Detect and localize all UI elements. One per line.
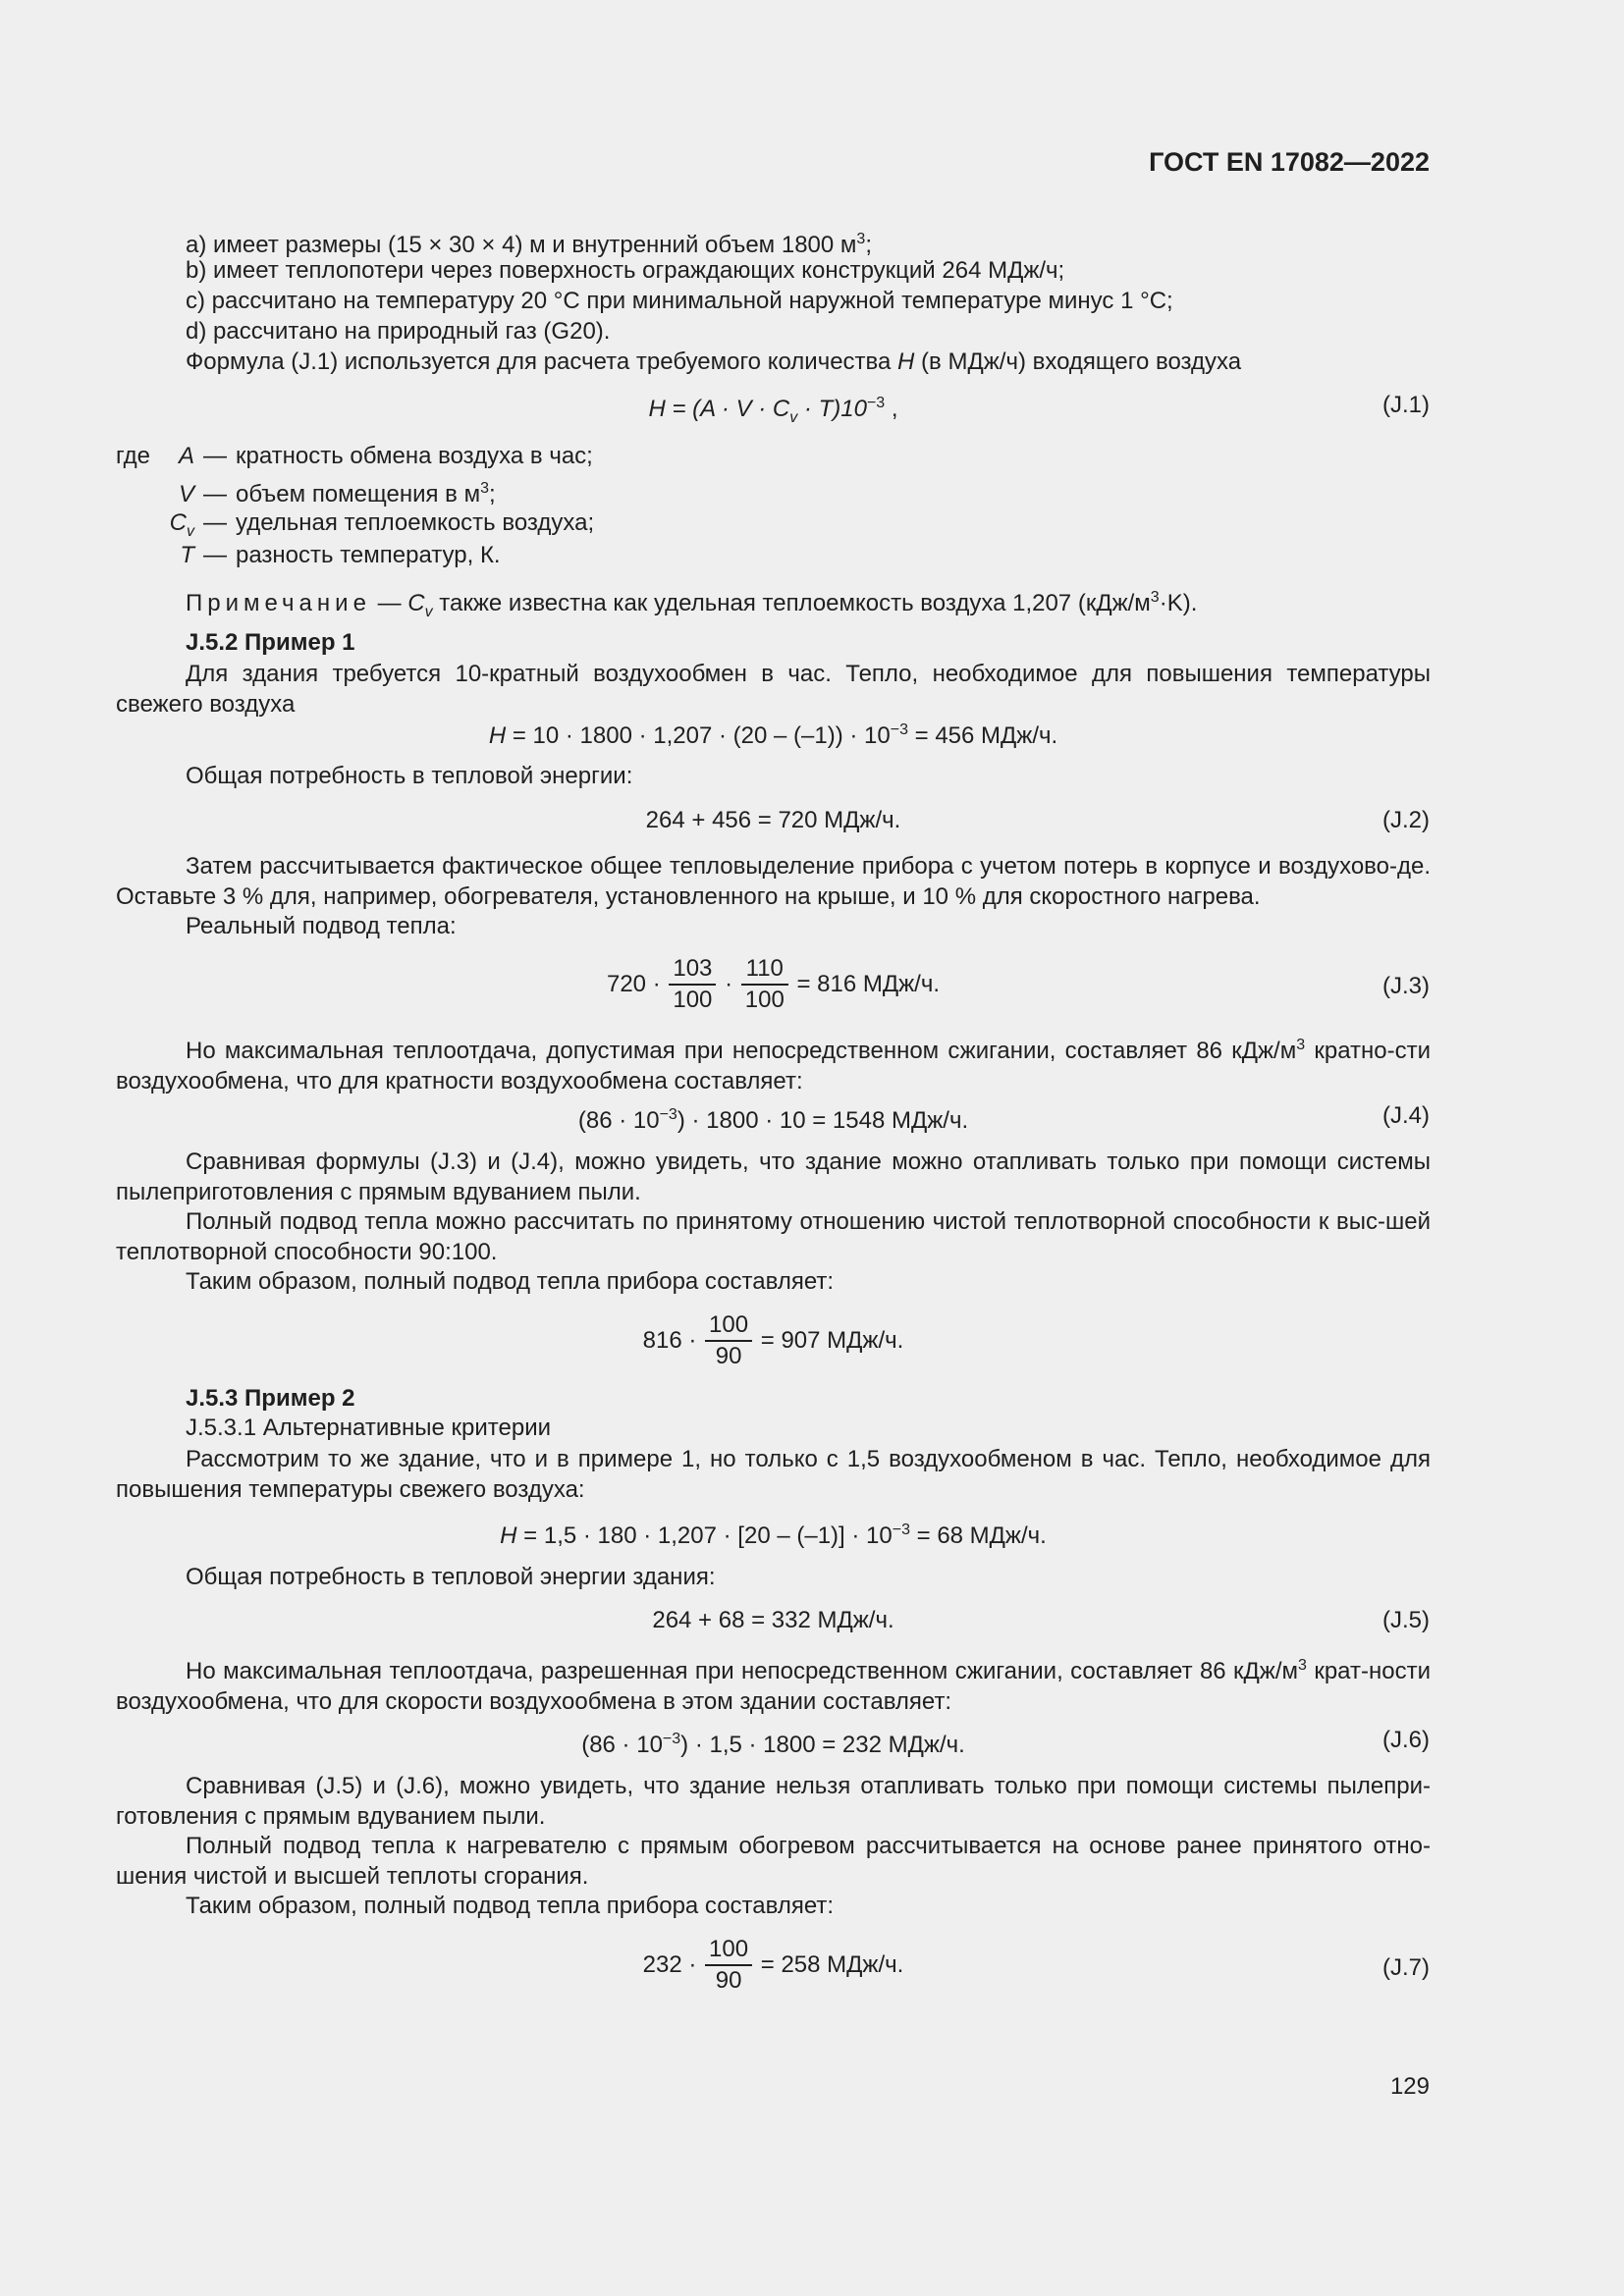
numerator: 100 [705, 1935, 752, 1966]
paragraph: Таким образом, полный подвод тепла прибора составляет: [186, 1893, 835, 1919]
list-item [186, 225, 872, 260]
denominator: 90 [715, 1343, 742, 1369]
text-span: кратно-сти воздухообмена, что для кратности воздухообмена составляет: [116, 1038, 1431, 1095]
variable: H [500, 1522, 517, 1549]
variable: H [488, 722, 507, 749]
equation-number: (J.4) [1382, 1102, 1430, 1129]
paragraph: Полный подвод тепла можно рассчитать по принятому отношению чистой теплотворной способности к выс-шей теплотворной способности 90:100. [116, 1208, 1431, 1265]
symbol-letter: C [169, 509, 187, 536]
eq-part: 816 · [642, 1327, 697, 1354]
equation [116, 1516, 1431, 1551]
superscript: 3 [1298, 1657, 1307, 1674]
superscript: 3 [856, 231, 866, 247]
note-end: ·K). [1159, 590, 1198, 616]
page-number: 129 [1389, 2073, 1430, 2100]
superscript: −3 [892, 1522, 910, 1538]
paragraph: Таким образом, полный подвод тепла прибора составляет: [186, 1268, 835, 1295]
equation-number: (J.7) [1382, 1954, 1430, 1981]
legend-item [135, 442, 593, 471]
equation [116, 954, 1431, 1015]
denominator: 100 [744, 987, 785, 1013]
subscript: v [424, 603, 433, 620]
equation [116, 1100, 1431, 1136]
equation [116, 389, 1431, 433]
eq-part: H = (A · V · C [648, 396, 790, 422]
eq-part: = 68 МДж/ч. [909, 1522, 1047, 1549]
equation-number: (J.1) [1382, 392, 1430, 418]
denominator: 90 [715, 1967, 742, 1994]
denominator: 100 [673, 987, 713, 1013]
paragraph [116, 1650, 1431, 1717]
legend-symbol: V [178, 481, 194, 507]
equation-number: (J.3) [1382, 973, 1430, 999]
paragraph: Общая потребность в тепловой энергии: [186, 763, 633, 789]
equation-number: (J.6) [1382, 1727, 1430, 1753]
paragraph: Полный подвод тепла к нагревателю с прямым обогревом рассчитывается на основе ранее принятого отно-шения чистой и высшей теплоты сгорания. [116, 1833, 1431, 1890]
fraction [741, 954, 788, 1015]
superscript: 3 [480, 480, 489, 497]
variable: C [407, 590, 425, 616]
legend-dash: — [203, 509, 227, 536]
legend-text: удельная теплоемкость воздуха; [236, 509, 595, 536]
eq-part: = 1,5 · 180 · 1,207 · [20 – (–1)] · 10 [516, 1522, 893, 1549]
eq-part: = 258 МДж/ч. [760, 1951, 904, 1978]
legend-dash: — [203, 542, 227, 568]
document-header: ГОСТ EN 17082—2022 [1149, 147, 1430, 177]
numerator: 100 [705, 1310, 752, 1342]
eq-part: = 816 МДж/ч. [796, 971, 941, 997]
legend-text-end: ; [488, 481, 496, 507]
equation [116, 1935, 1431, 1996]
where-label: где [116, 443, 151, 469]
eq-part: ) · 1800 · 10 = 1548 МДж/ч. [677, 1107, 969, 1134]
list-item: d) рассчитано на природный газ (G20). [186, 318, 611, 345]
legend-item [135, 541, 501, 570]
fraction [705, 1310, 752, 1371]
equation-number: (J.5) [1382, 1607, 1430, 1633]
section-title: J.5.3 Пример 2 [186, 1385, 355, 1412]
superscript: −3 [890, 721, 908, 738]
eq-part: = 456 МДж/ч. [907, 722, 1058, 749]
note-dash: — [370, 590, 408, 616]
subscript: v [187, 522, 194, 540]
paragraph: Затем рассчитывается фактическое общее тепловыделение прибора с учетом потерь в корпусе и воздухово-де. Оставьте 3 % для, например, обогревателя, установленного на крыше, и 10 % для скоростного нагрева. [116, 853, 1431, 910]
superscript: 3 [1296, 1037, 1306, 1053]
eq-part: (86 · 10 [581, 1732, 663, 1758]
eq-part: · T)10 [797, 396, 867, 422]
list-item: c) рассчитано на температуру 20 °C при минимальной наружной температуре минус 1 °C; [186, 288, 1173, 314]
equation: 264 + 456 = 720 МДж/ч. [645, 807, 901, 833]
paragraph: Для здания требуется 10-кратный воздухообмен в час. Тепло, необходимое для повышения температуры свежего воздуха [116, 661, 1431, 718]
equation [116, 1310, 1431, 1371]
legend-symbol: A [178, 443, 194, 469]
text-span: крат-ности воздухообмена, что для скорости воздухообмена в этом здании составляет: [116, 1658, 1431, 1715]
paragraph: Сравнивая (J.5) и (J.6), можно увидеть, что здание нельзя отапливать только при помощи системы пылепри-готовления с прямым вдуванием пыли. [116, 1773, 1431, 1830]
note [186, 583, 1197, 627]
legend-item [135, 474, 496, 509]
legend-text: кратность обмена воздуха в час; [236, 443, 593, 469]
eq-part: 232 · [642, 1951, 697, 1978]
legend-text: разность температур, К. [236, 542, 501, 568]
legend-text: объем помещения в м [236, 481, 481, 507]
fraction [669, 954, 716, 1015]
equation [116, 716, 1431, 751]
subscript: v [789, 408, 798, 426]
eq-part: (86 · 10 [577, 1107, 660, 1134]
paragraph: Реальный подвод тепла: [186, 913, 457, 939]
numerator: 103 [669, 954, 716, 986]
superscript: −3 [866, 395, 886, 411]
text-span: Формула (J.1) используется для расчета требуемого количества [186, 348, 898, 375]
numerator: 110 [741, 954, 788, 986]
list-item-text: a) имеет размеры (15 × 30 × 4) м и внутренний объем 1800 м [186, 232, 857, 258]
text-span: Но максимальная теплоотдача, разрешенная при непосредственном сжигании, составляет 86 кДж/м [186, 1658, 1299, 1684]
superscript: −3 [662, 1731, 681, 1747]
legend-dash: — [203, 481, 227, 507]
note-label: Примечание [186, 590, 371, 616]
eq-part: · [725, 971, 733, 997]
eq-part: = 907 МДж/ч. [760, 1327, 904, 1354]
paragraph: Общая потребность в тепловой энергии здания: [186, 1564, 716, 1590]
equation [116, 1725, 1431, 1760]
eq-part: , [885, 396, 898, 422]
section-title: J.5.2 Пример 1 [186, 629, 355, 656]
superscript: −3 [659, 1106, 677, 1123]
superscript: 3 [1150, 589, 1160, 606]
text-span: Но максимальная теплоотдача, допустимая при непосредственном сжигании, составляет 86 кДж/м [186, 1038, 1297, 1064]
equation-number: (J.2) [1382, 807, 1430, 833]
eq-part: ) · 1,5 · 1800 = 232 МДж/ч. [680, 1732, 965, 1758]
list-item: b) имеет теплопотери через поверхность ограждающих конструкций 264 МДж/ч; [186, 257, 1065, 284]
legend-dash: — [203, 443, 227, 469]
paragraph: Рассмотрим то же здание, что и в примере 1, но только с 1,5 воздухообменом в час. Тепло, необходимое для повышения температуры свежего воздуха: [116, 1446, 1431, 1503]
eq-part: 720 · [606, 971, 661, 997]
subsection-title: J.5.3.1 Альтернативные критерии [186, 1415, 551, 1441]
eq-part: = 10 · 1800 · 1,207 · (20 – (–1)) · 10 [506, 722, 891, 749]
paragraph [186, 347, 1241, 377]
list-item-end: ; [865, 232, 872, 258]
note-text: также известна как удельная теплоемкость воздуха 1,207 (кДж/м [432, 590, 1151, 616]
equation: 264 + 68 = 332 МДж/ч. [652, 1607, 894, 1633]
legend-symbol: T [180, 542, 194, 568]
text-span: (в МДж/ч) входящего воздуха [914, 348, 1242, 375]
paragraph [116, 1030, 1431, 1096]
fraction [705, 1935, 752, 1996]
variable: H [897, 348, 915, 375]
paragraph: Сравнивая формулы (J.3) и (J.4), можно увидеть, что здание можно отапливать только при помощи системы пылеприготовления с прямым вдуванием пыли. [116, 1148, 1431, 1205]
